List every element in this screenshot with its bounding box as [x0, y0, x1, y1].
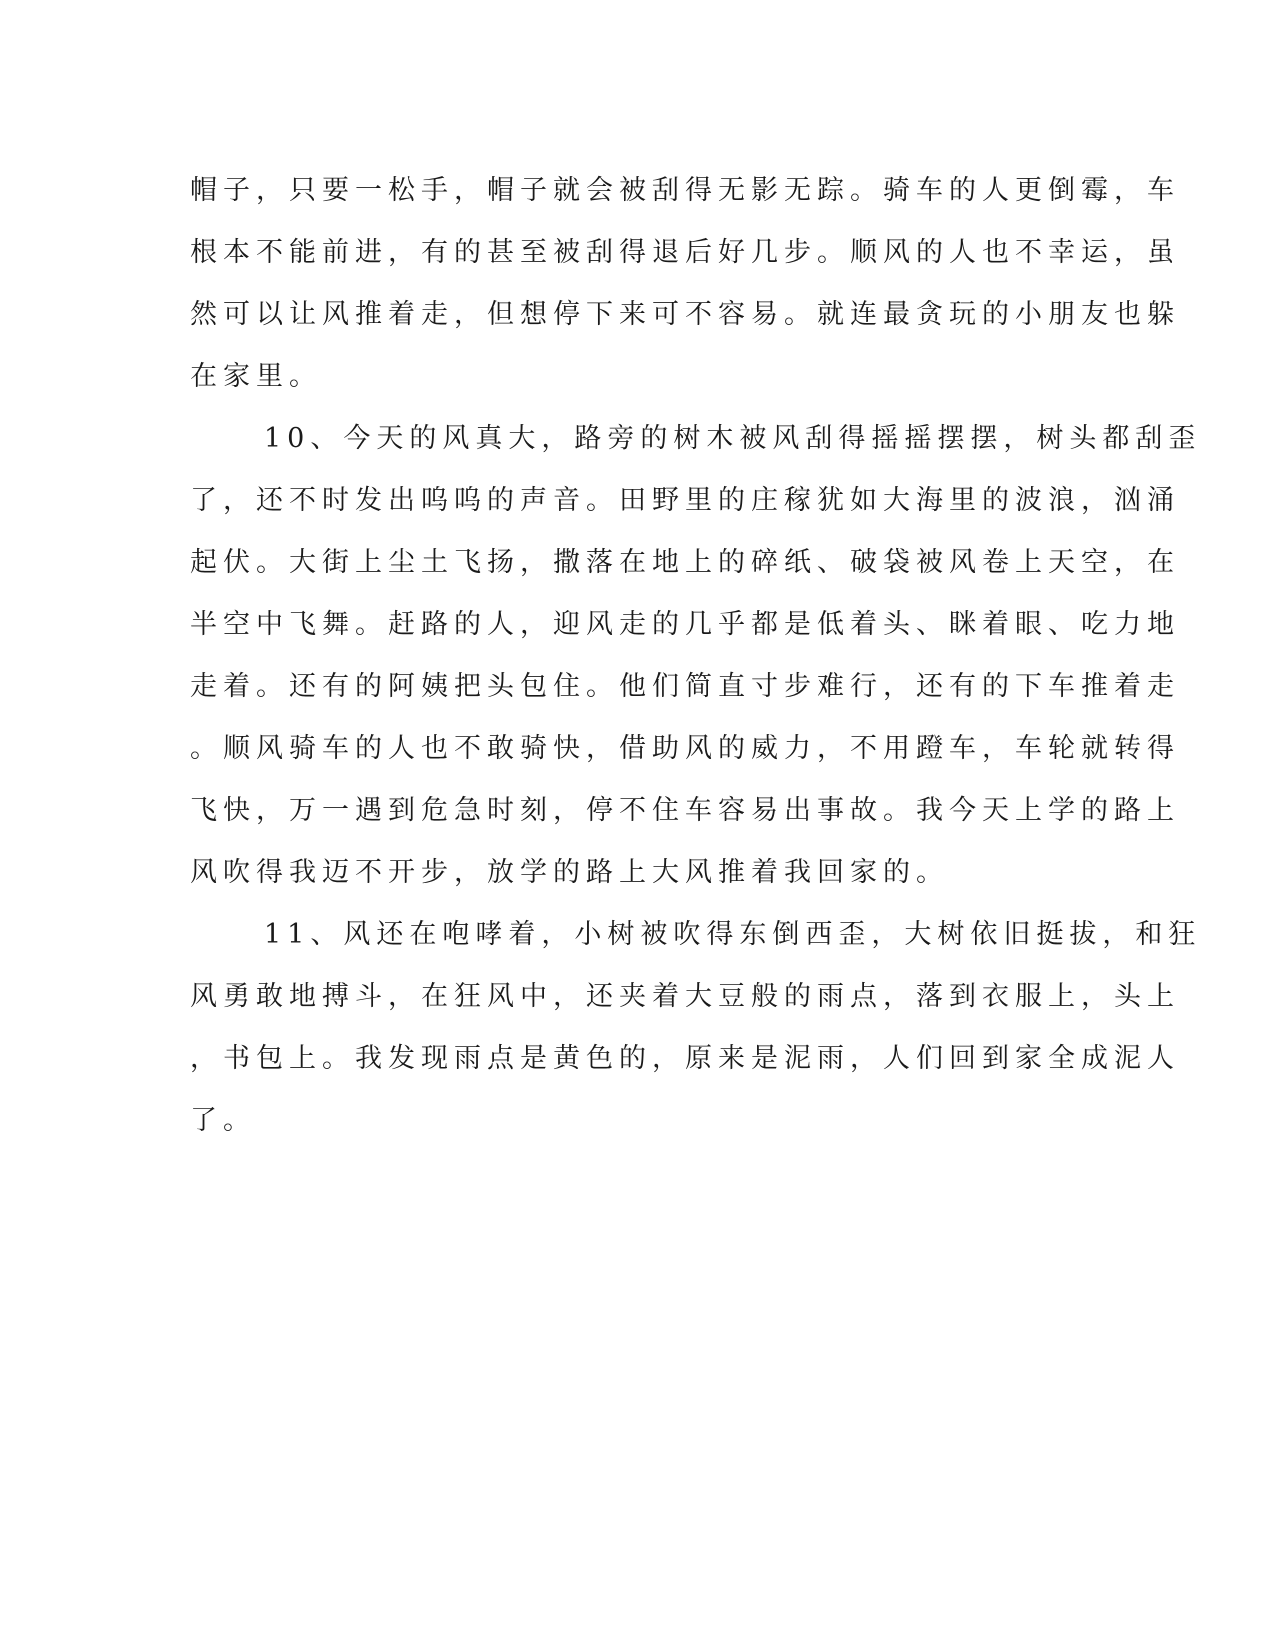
text-line: 风吹得我迈不开步，放学的路上大风推着我回家的。 — [190, 857, 949, 888]
text-line: 半空中飞舞。赶路的人，迎风走的几乎都是低着头、眯着眼、吃力地 — [190, 609, 1180, 640]
text-line: 11、风还在咆哮着，小树被吹得东倒西歪，大树依旧挺拔，和狂 — [264, 919, 1202, 950]
paragraph-continued — [190, 160, 1180, 408]
text-line: 走着。还有的阿姨把头包住。他们简直寸步难行，还有的下车推着走 — [190, 671, 1180, 702]
text-line: 了。 — [190, 1105, 256, 1136]
text-line: 风勇敢地搏斗，在狂风中，还夹着大豆般的雨点，落到衣服上，头上 — [190, 981, 1180, 1012]
document-body — [190, 160, 1202, 1152]
text-line: 起伏。大街上尘土飞扬，撒落在地上的碎纸、破袋被风卷上天空，在 — [190, 547, 1180, 578]
paragraph-11 — [190, 904, 1202, 1152]
text-line: 。顺风骑车的人也不敢骑快，借助风的威力，不用蹬车，车轮就转得 — [190, 733, 1180, 764]
text-line: 根本不能前进，有的甚至被刮得退后好几步。顺风的人也不幸运，虽 — [190, 237, 1180, 268]
text-line: ，书包上。我发现雨点是黄色的，原来是泥雨，人们回到家全成泥人 — [190, 1043, 1180, 1074]
text-line: 飞快，万一遇到危急时刻，停不住车容易出事故。我今天上学的路上 — [190, 795, 1180, 826]
paragraph-10 — [190, 408, 1202, 904]
text-line: 帽子，只要一松手，帽子就会被刮得无影无踪。骑车的人更倒霉，车 — [190, 175, 1180, 206]
text-line: 在家里。 — [190, 361, 322, 392]
text-line: 了，还不时发出呜呜的声音。田野里的庄稼犹如大海里的波浪，汹涌 — [190, 485, 1180, 516]
text-line: 然可以让风推着走，但想停下来可不容易。就连最贪玩的小朋友也躲 — [190, 299, 1180, 330]
text-line: 10、今天的风真大，路旁的树木被风刮得摇摇摆摆，树头都刮歪 — [264, 423, 1202, 454]
